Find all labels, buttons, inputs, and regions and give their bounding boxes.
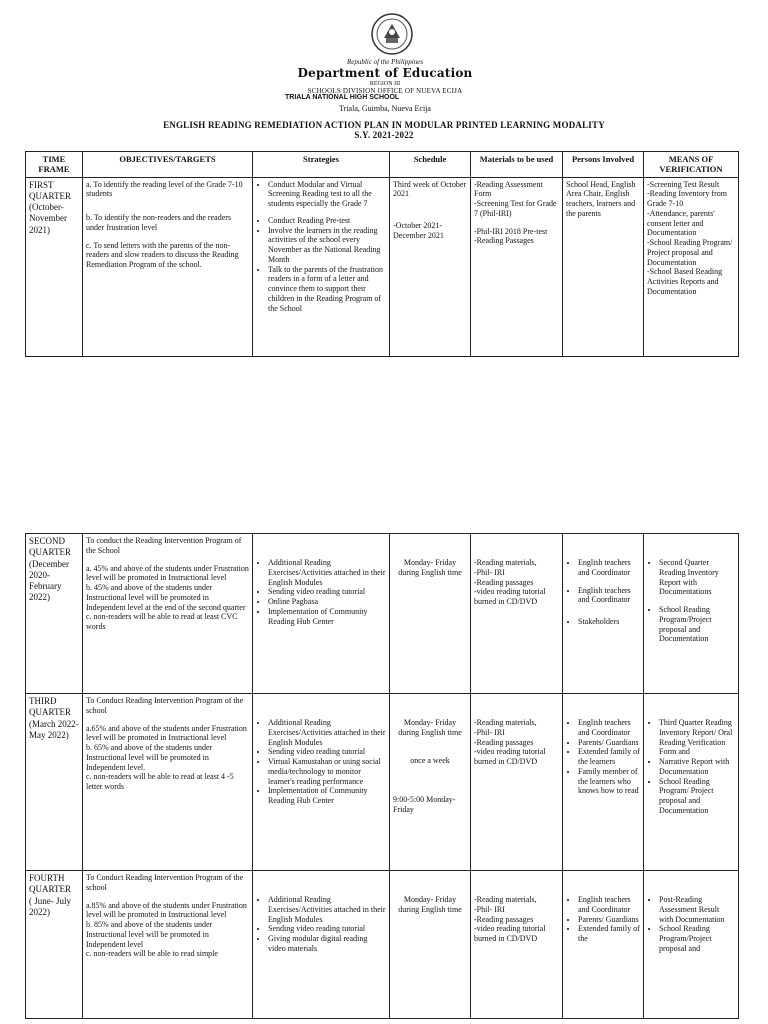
letterhead xyxy=(160,8,610,113)
materials-cell xyxy=(471,534,563,694)
table-row xyxy=(26,534,739,694)
quarter-label: THIRD QUARTER xyxy=(29,696,71,718)
deped-seal-icon xyxy=(370,12,414,56)
objective-item: b. 85% and above of the students under Instructional level will be promoted in Independent level xyxy=(86,920,213,949)
material-item: -video reading tutorial burned in CD/DVD xyxy=(474,587,546,606)
persons-cell xyxy=(563,871,644,1019)
strategy-item: • Additional Reading Exercises/Activities attached in their English Modules xyxy=(268,558,386,587)
material-item: -Phil- IRI xyxy=(474,727,505,737)
objectives-cell xyxy=(83,534,253,694)
table-row xyxy=(26,694,739,871)
objectives-cell xyxy=(83,694,253,871)
objective-item: b. 65% and above of the students under Instructional level will be promoted in Independent level. xyxy=(86,743,213,772)
person-item: • Extended family of the xyxy=(578,924,640,944)
action-plan-table-first-quarter xyxy=(25,151,739,357)
schedule-item: Monday- Friday during English time xyxy=(398,718,462,737)
strategy-item: • Virtual Kamustahan or using social media/technology to monitor learner's reading performance xyxy=(268,757,386,786)
material-item: -Reading Passages xyxy=(474,236,534,246)
material-item: -Reading materials, xyxy=(474,558,537,567)
objective-item: c. non-readers will be able to read simple xyxy=(86,949,218,959)
schedule-item: 9:00-5:00 Monday-Friday xyxy=(393,795,456,814)
strategy-item: • Giving modular digital reading video materials xyxy=(268,934,386,954)
means-cell xyxy=(644,871,739,1019)
schedule-cell xyxy=(390,177,471,356)
strategy-item: • Sending video reading tutorial xyxy=(268,587,386,597)
strategy-item: • Implementation of Community Reading Hub Center xyxy=(268,607,386,627)
strategy-item: • Additional Reading Exercises/Activities attached in their English Modules xyxy=(268,718,386,747)
schedule-cell xyxy=(390,534,471,694)
persons-cell xyxy=(563,694,644,871)
schedule-item: Monday- Friday during English time xyxy=(398,558,462,577)
quarter-label: FIRST QUARTER xyxy=(29,179,71,201)
action-plan-table-second-to-fourth-quarter xyxy=(25,533,739,1019)
person-item: • Family member of the learners who knows how to read xyxy=(578,767,640,796)
table-row xyxy=(26,177,739,356)
objective-item: c. non-readers will be able to read at least CVC words xyxy=(86,612,238,631)
means-item: • School Reading Program/Project proposal and xyxy=(659,924,735,953)
means-cell xyxy=(644,694,739,871)
quarter-label: FOURTH QUARTER xyxy=(29,873,71,895)
person-item: • English teachers and Coordinator xyxy=(578,718,640,738)
strategy-item: • Sending video reading tutorial xyxy=(268,924,386,934)
persons-cell: School Head, English Area Chair, English teachers, learners and the parents xyxy=(563,177,644,356)
schedule-item: once a week xyxy=(410,755,450,765)
objectives-cell xyxy=(83,871,253,1019)
header-schedule: Schedule xyxy=(390,152,471,178)
objective-item: To Conduct Reading Intervention Program of the school xyxy=(86,696,244,715)
time-frame-cell xyxy=(26,871,83,1019)
material-item: -Reading materials, xyxy=(474,718,537,727)
means-item: • Narrative Report with Documentation xyxy=(659,757,735,777)
strategy-item: • Talk to the parents of the frustration readers in a form of a letter and convince them to support their children in the Reading Program of the School xyxy=(268,265,386,314)
strategy-item: • Additional Reading Exercises/Activities attached in their English Modules xyxy=(268,895,386,924)
department-name: Department of Education xyxy=(297,66,473,80)
objective-item: c. To send letters with the parents of the non-readers and slow readers to discuss the Reading Remediation Program of the school. xyxy=(86,240,239,270)
material-item: -Phil- IRI xyxy=(474,567,505,577)
means-item: -Reading Inventory from Grade 7-10 xyxy=(647,189,727,209)
strategies-cell xyxy=(253,177,390,356)
material-item: -video reading tutorial burned in CD/DVD xyxy=(474,747,546,766)
objective-item: To conduct the Reading Intervention Program of the School xyxy=(86,536,242,555)
person-item: • Parents/ Guardians xyxy=(578,915,640,925)
person-item: • Parents/ Guardians xyxy=(578,738,640,748)
strategies-cell xyxy=(253,871,390,1019)
strategies-cell xyxy=(253,534,390,694)
header-persons: Persons Involved xyxy=(563,152,644,178)
schedule-item: Monday- Friday during English time xyxy=(398,895,462,914)
header-strategies: Strategies xyxy=(253,152,390,178)
means-item: • School Reading Program/Project proposal and Documentation xyxy=(659,605,735,644)
materials-cell xyxy=(471,177,563,356)
person-item: • English teachers and Coordinator xyxy=(578,586,640,606)
strategy-item: • Online Pagbasa xyxy=(268,597,386,607)
objectives-cell xyxy=(83,177,253,356)
means-item: -Screening Test Result xyxy=(647,179,720,189)
document-title: ENGLISH READING REMEDIATION ACTION PLAN IN MODULAR PRINTED LEARNING MODALITY xyxy=(163,120,605,130)
material-item: -Screening Test for Grade 7 (Phil-IRI) xyxy=(474,199,557,218)
person-item: • English teachers and Coordinator xyxy=(578,558,640,578)
objective-item: a.65% and above of the students under Frustration level will be promoted in Instructional level xyxy=(86,723,247,743)
material-item: -Reading materials, xyxy=(474,895,537,904)
persons-cell xyxy=(563,534,644,694)
strategy-item: • Implementation of Community Reading Hub Center xyxy=(268,786,386,806)
quarter-label: SECOND QUARTER xyxy=(29,536,71,558)
strategies-cell xyxy=(253,694,390,871)
school-address: Triala, Guimba, Nueva Ecija xyxy=(339,104,431,113)
division-line: SCHOOLS DIVISION OFFICE OF NUEVA ECIJA xyxy=(307,87,463,95)
material-item: -Reading passages xyxy=(474,914,534,924)
quarter-range: ( June- July 2022) xyxy=(29,895,71,917)
objective-item: b. To identify the non-readers and the readers under frustration level xyxy=(86,213,232,232)
material-item: -Reading passages xyxy=(474,737,534,747)
schedule-cell xyxy=(390,694,471,871)
material-item: -video reading tutorial burned in CD/DVD xyxy=(474,924,546,943)
person-item: • Extended family of the learners xyxy=(578,747,640,767)
means-cell xyxy=(644,534,739,694)
objective-item: a. To identify the reading level of the Grade 7-10 students xyxy=(86,179,243,199)
schedule-item: Third week of October 2021 xyxy=(393,179,467,199)
material-item: -Reading passages xyxy=(474,577,534,587)
school-name: TRIALA NATIONAL HIGH SCHOOL xyxy=(285,94,400,101)
school-year: S.Y. 2021-2022 xyxy=(354,130,414,140)
time-frame-cell xyxy=(26,534,83,694)
person-item: • English teachers and Coordinator xyxy=(578,895,640,915)
means-item: • Post-Reading Assessment Result with Documentation xyxy=(659,895,735,924)
material-item: -Phil-IRI 2018 Pre-test xyxy=(474,226,548,236)
objective-item: To Conduct Reading Intervention Program of the school xyxy=(86,873,244,892)
header-means: MEANS OF VERIFICATION xyxy=(644,152,739,178)
objective-item: c. non-readers will be able to read at least 4 -5 letter words xyxy=(86,772,234,791)
means-item: • Second Quarter Reading Inventory Report with Documentations xyxy=(659,558,735,597)
means-cell xyxy=(644,177,739,356)
strategy-item: • Involve the learners in the reading activities of the school every November as the National Reading Month xyxy=(268,226,386,265)
means-item: • Third Quarter Reading Inventory Report/ Oral Reading Verification Form and xyxy=(659,718,735,757)
quarter-range: (October-November 2021) xyxy=(29,202,67,235)
schedule-item: -October 2021-December 2021 xyxy=(393,221,444,240)
strategy-item: • Conduct Modular and Virtual Screening Reading test to all the students especially the Grade 7 xyxy=(268,180,386,209)
strategy-item: • Sending video reading tutorial xyxy=(268,747,386,757)
quarter-range: (December 2020-February 2022) xyxy=(29,558,69,603)
objective-item: b. 45% and above of the students under Instructional level will be promoted in Independent level at the end of the second quarter xyxy=(86,583,246,612)
strategy-item: • Conduct Reading Pre-test xyxy=(268,216,386,226)
quarter-range: (March 2022- May 2022) xyxy=(29,718,79,740)
means-item: -School Reading Program/ Project proposal and Documentation xyxy=(647,238,733,267)
means-item: • School Reading Program/ Project proposal and Documentation xyxy=(659,777,735,816)
header-time-frame: TIME FRAME xyxy=(26,152,83,178)
means-item: -School Based Reading Activities Reports and Documentation xyxy=(647,267,723,296)
time-frame-cell xyxy=(26,694,83,871)
header-objectives: OBJECTIVES/TARGETS xyxy=(83,152,253,178)
region-line: REGION III xyxy=(369,81,401,87)
objective-item: a.85% and above of the students under Frustration level will be promoted in Instructional level xyxy=(86,900,247,920)
schedule-cell xyxy=(390,871,471,1019)
time-frame-cell xyxy=(26,177,83,356)
materials-cell xyxy=(471,694,563,871)
header-materials: Materials to be used xyxy=(471,152,563,178)
means-item: -Attendance, parents' consent letter and Documentation xyxy=(647,208,715,238)
material-item: -Phil- IRI xyxy=(474,904,505,914)
objective-item: a. 45% and above of the students under Frustration level will be promoted in Instructional level xyxy=(86,563,249,583)
republic-line: Republic of the Philippines xyxy=(346,58,423,66)
materials-cell xyxy=(471,871,563,1019)
table-row xyxy=(26,871,739,1019)
material-item: -Reading Assessment Form xyxy=(474,179,543,199)
person-item: • Stakeholders xyxy=(578,617,640,627)
